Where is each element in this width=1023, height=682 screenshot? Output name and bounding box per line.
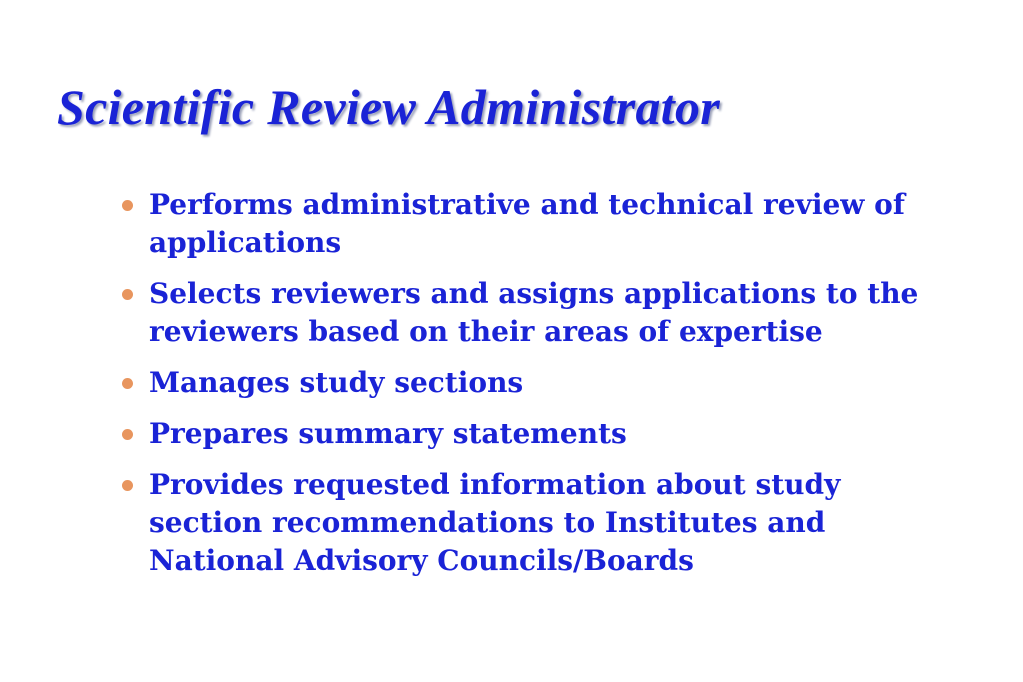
bullet-text: Provides requested information about study section recommendations to Institutes and National Advisory Councils/Boards [149, 468, 841, 577]
bullet-dot-icon [122, 200, 133, 211]
bullet-item-review [120, 186, 920, 262]
bullet-text: Manages study sections [149, 366, 524, 399]
bullet-dot-icon [122, 429, 133, 440]
slide-title: Scientific Review Administrator [57, 79, 721, 135]
bullet-item-selects-reviewers [120, 275, 920, 351]
bullet-text: Prepares summary statements [149, 417, 627, 450]
bullet-list [120, 186, 920, 593]
bullet-dot-icon [122, 289, 133, 300]
bullet-item-manages-study-sections [120, 364, 920, 402]
bullet-text: Performs administrative and technical review of applications [149, 188, 905, 259]
bullet-dot-icon [122, 378, 133, 389]
bullet-item-summary-statements [120, 415, 920, 453]
bullet-text: Selects reviewers and assigns applications to the reviewers based on their areas of expertise [149, 277, 919, 348]
bullet-item-provides-information [120, 466, 920, 580]
bullet-dot-icon [122, 480, 133, 491]
